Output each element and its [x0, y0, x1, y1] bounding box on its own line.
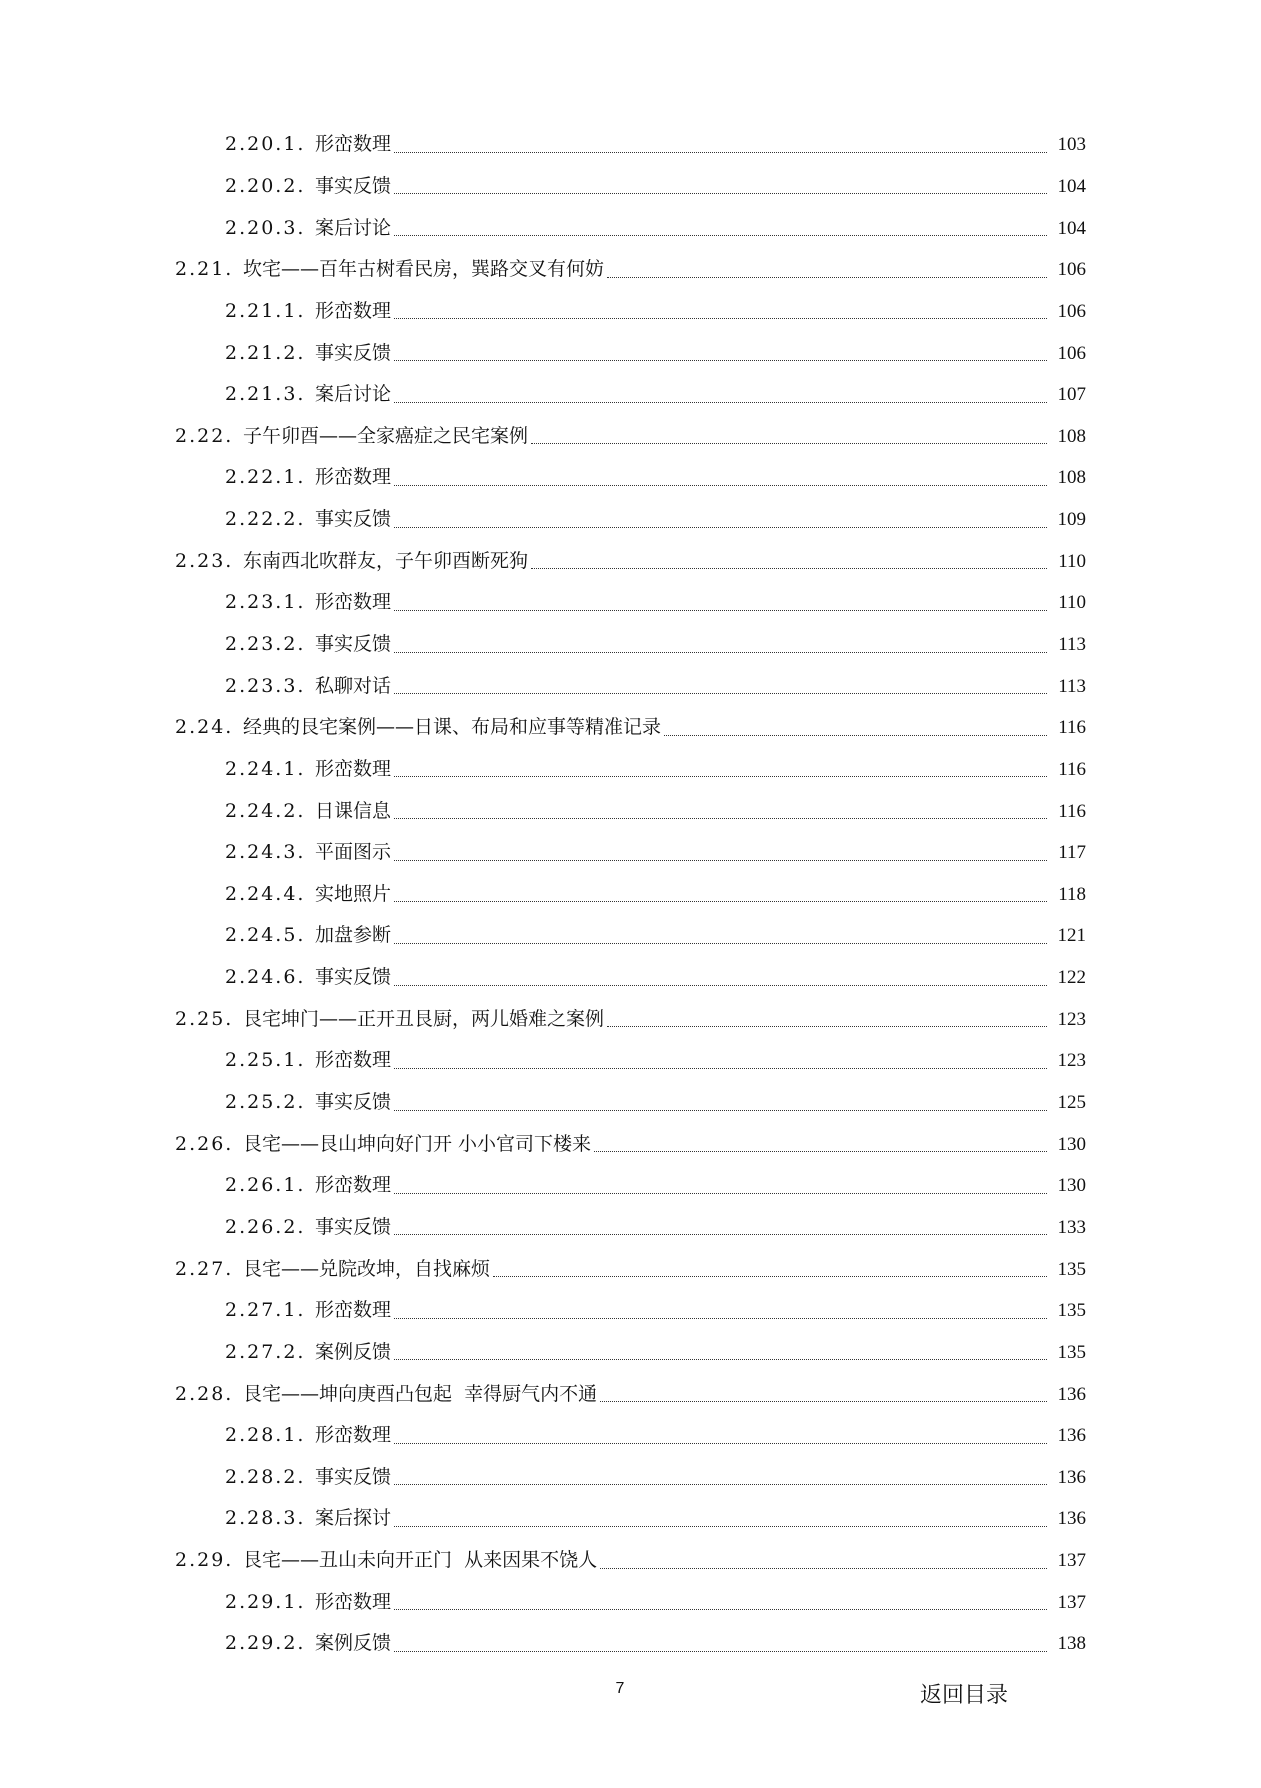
- toc-dot-leader: [394, 1483, 1047, 1485]
- toc-section-title: 事实反馈: [315, 341, 392, 364]
- toc-page-number: 133: [1057, 1216, 1086, 1238]
- toc-section-title: 事实反馈: [315, 1465, 392, 1488]
- toc-entry[interactable]: [0, 874, 1261, 916]
- toc-section-number: 2.21.1.: [225, 299, 306, 322]
- toc-section-title: 形峦数理: [315, 133, 392, 156]
- toc-dot-leader: [607, 1025, 1047, 1027]
- toc-dot-leader: [664, 734, 1047, 736]
- toc-page-number: 138: [1057, 1633, 1086, 1655]
- toc-section-number: 2.24.3.: [225, 841, 306, 864]
- toc-section-title: 事实反馈: [315, 1215, 392, 1238]
- toc-section-number: 2.26.: [175, 1132, 234, 1155]
- toc-dot-leader: [394, 192, 1047, 194]
- toc-section-number: 2.21.2.: [225, 341, 306, 364]
- toc-section-number: 2.24.1.: [225, 757, 306, 780]
- toc-page-number: 110: [1058, 592, 1086, 614]
- toc-section-number: 2.24.6.: [225, 966, 306, 989]
- toc-section-number: 2.28.1.: [225, 1424, 306, 1447]
- toc-section-title: 事实反馈: [315, 966, 392, 989]
- toc-page-number: 109: [1057, 509, 1086, 531]
- toc-section-number: 2.24.2.: [225, 799, 306, 822]
- toc-dot-leader: [394, 651, 1047, 653]
- toc-section-number: 2.28.: [175, 1382, 234, 1405]
- toc-entry[interactable]: [0, 1540, 1261, 1582]
- toc-entry[interactable]: [0, 915, 1261, 957]
- toc-entry[interactable]: [0, 832, 1261, 874]
- toc-page-number: 123: [1057, 1050, 1086, 1072]
- toc-section-number: 2.23.1.: [225, 591, 306, 614]
- toc-section-number: 2.24.: [175, 716, 234, 739]
- toc-section-title: 东南西北吹群友，子午卯酉断死狗: [243, 549, 529, 572]
- toc-entry[interactable]: [0, 582, 1261, 624]
- toc-page-number: 108: [1057, 425, 1086, 447]
- toc-dot-leader: [394, 317, 1047, 319]
- toc-dot-leader: [394, 1650, 1047, 1652]
- toc-page-number: 106: [1057, 300, 1086, 322]
- toc-entry[interactable]: [0, 499, 1261, 541]
- toc-section-number: 2.20.3.: [225, 216, 306, 239]
- toc-entry[interactable]: [0, 1581, 1261, 1623]
- toc-entry[interactable]: [0, 1457, 1261, 1499]
- toc-entry[interactable]: [0, 1498, 1261, 1540]
- back-to-contents-link[interactable]: 返回目录: [920, 1683, 1009, 1708]
- toc-entry[interactable]: [0, 1165, 1261, 1207]
- toc-page-number: 104: [1057, 217, 1086, 239]
- toc-section-title: 案例反馈: [315, 1632, 392, 1655]
- toc-dot-leader: [531, 442, 1047, 444]
- toc-page-number: 136: [1057, 1425, 1086, 1447]
- toc-page-number: 107: [1057, 384, 1086, 406]
- toc-dot-leader: [394, 775, 1047, 777]
- toc-dot-leader: [607, 276, 1047, 278]
- toc-entry[interactable]: [0, 291, 1261, 333]
- toc-entry[interactable]: [0, 207, 1261, 249]
- toc-dot-leader: [394, 401, 1047, 403]
- toc-entry[interactable]: [0, 540, 1261, 582]
- toc-entry[interactable]: [0, 374, 1261, 416]
- toc-section-title: 案后探讨: [315, 1507, 392, 1530]
- toc-entry[interactable]: [0, 1123, 1261, 1165]
- toc-section-number: 2.23.3.: [225, 674, 306, 697]
- toc-page-number: 130: [1057, 1175, 1086, 1197]
- toc-page-number: 136: [1057, 1466, 1086, 1488]
- toc-section-title: 事实反馈: [315, 508, 392, 531]
- toc-dot-leader: [394, 609, 1047, 611]
- toc-entry[interactable]: [0, 707, 1261, 749]
- toc-entry[interactable]: [0, 624, 1261, 666]
- toc-section-number: 2.21.3.: [225, 383, 306, 406]
- toc-dot-leader: [394, 526, 1047, 528]
- toc-entry[interactable]: [0, 957, 1261, 999]
- toc-section-number: 2.21.: [175, 258, 234, 281]
- toc-page-number: 136: [1057, 1383, 1086, 1405]
- toc-section-number: 2.27.2.: [225, 1340, 306, 1363]
- toc-dot-leader: [600, 1400, 1047, 1402]
- toc-section-title: 形峦数理: [315, 1424, 392, 1447]
- toc-section-title: 子午卯酉——全家癌症之民宅案例: [243, 424, 529, 447]
- toc-section-title: 平面图示: [315, 841, 392, 864]
- toc-section-title: 形峦数理: [315, 1049, 392, 1072]
- toc-section-number: 2.22.2.: [225, 508, 306, 531]
- toc-page-number: 135: [1057, 1258, 1086, 1280]
- toc-section-number: 2.25.: [175, 1007, 234, 1030]
- toc-section-number: 2.27.: [175, 1257, 234, 1280]
- toc-section-number: 2.20.1.: [225, 133, 306, 156]
- toc-entry[interactable]: [0, 332, 1261, 374]
- toc-page-number: 113: [1058, 634, 1086, 655]
- toc-section-number: 2.23.: [175, 549, 234, 572]
- toc-section-title: 案后讨论: [315, 383, 392, 406]
- toc-dot-leader: [394, 1233, 1047, 1235]
- toc-dot-leader: [594, 1150, 1047, 1152]
- toc-dot-leader: [394, 484, 1047, 486]
- toc-dot-leader: [394, 1442, 1047, 1444]
- toc-page-number: 121: [1057, 925, 1086, 947]
- toc-entry[interactable]: [0, 1248, 1261, 1290]
- toc-entry[interactable]: [0, 1040, 1261, 1082]
- toc-section-number: 2.25.2.: [225, 1091, 306, 1114]
- toc-dot-leader: [394, 984, 1047, 986]
- toc-section-title: 艮宅——兑院改坤，自找麻烦: [243, 1257, 491, 1280]
- toc-entry[interactable]: [0, 415, 1261, 457]
- toc-section-number: 2.22.1.: [225, 466, 306, 489]
- toc-section-title: 私聊对话: [315, 674, 392, 697]
- toc-page-number: 123: [1057, 1008, 1086, 1030]
- toc-entry[interactable]: [0, 1373, 1261, 1415]
- toc-dot-leader: [394, 1317, 1047, 1319]
- toc-dot-leader: [394, 1192, 1047, 1194]
- toc-dot-leader: [394, 1608, 1047, 1610]
- toc-section-title: 形峦数理: [315, 757, 392, 780]
- toc-section-title: 案例反馈: [315, 1340, 392, 1363]
- toc-section-number: 2.23.2.: [225, 633, 306, 655]
- toc-section-title: 实地照片: [315, 882, 392, 905]
- toc-section-title: 事实反馈: [315, 633, 392, 655]
- toc-entry[interactable]: [0, 665, 1261, 707]
- toc-section-title: 形峦数理: [315, 299, 392, 322]
- toc-section-number: 2.20.2.: [225, 174, 306, 197]
- toc-entry[interactable]: [0, 457, 1261, 499]
- toc-section-title: 形峦数理: [315, 1590, 392, 1613]
- toc-page-number: 122: [1057, 967, 1086, 989]
- toc-dot-leader: [394, 859, 1047, 861]
- toc-entry[interactable]: [0, 1082, 1261, 1124]
- table-of-contents: [0, 124, 1261, 1665]
- toc-page-number: 118: [1058, 883, 1086, 905]
- toc-page-number: 117: [1058, 842, 1086, 864]
- toc-section-number: 2.28.2.: [225, 1465, 306, 1488]
- toc-page-number: 106: [1057, 342, 1086, 364]
- toc-page-number: 116: [1058, 717, 1086, 739]
- toc-entry[interactable]: [0, 790, 1261, 832]
- toc-dot-leader: [394, 234, 1047, 236]
- toc-section-title: 事实反馈: [315, 1091, 392, 1114]
- toc-dot-leader: [394, 692, 1047, 694]
- toc-entry[interactable]: [0, 1290, 1261, 1332]
- toc-section-title: 艮宅——艮山坤向好门开 小小官司下楼来: [243, 1132, 592, 1155]
- toc-page-number: 103: [1057, 134, 1086, 156]
- toc-section-title: 形峦数理: [315, 591, 392, 614]
- toc-page-number: 110: [1058, 550, 1086, 572]
- toc-entry[interactable]: [0, 166, 1261, 208]
- toc-dot-leader: [394, 359, 1047, 361]
- toc-dot-leader: [531, 567, 1047, 569]
- toc-section-number: 2.25.1.: [225, 1049, 306, 1072]
- toc-section-title: 案后讨论: [315, 216, 392, 239]
- toc-dot-leader: [394, 1109, 1047, 1111]
- toc-dot-leader: [394, 151, 1047, 153]
- toc-dot-leader: [394, 1358, 1047, 1360]
- toc-section-number: 2.26.2.: [225, 1215, 306, 1238]
- toc-section-number: 2.24.4.: [225, 882, 306, 905]
- toc-entry[interactable]: [0, 249, 1261, 291]
- toc-dot-leader: [493, 1275, 1047, 1277]
- toc-page-number: 106: [1057, 259, 1086, 281]
- toc-section-number: 2.29.1.: [225, 1590, 306, 1613]
- toc-page-number: 136: [1057, 1508, 1086, 1530]
- toc-page-number: 116: [1058, 758, 1086, 780]
- toc-page-number: 137: [1057, 1550, 1086, 1572]
- toc-section-number: 2.22.: [175, 424, 234, 447]
- toc-section-number: 2.28.3.: [225, 1507, 306, 1530]
- page-number: 7: [615, 1680, 625, 1697]
- toc-dot-leader: [394, 942, 1047, 944]
- toc-section-title: 加盘参断: [315, 924, 392, 947]
- toc-page-number: 125: [1057, 1092, 1086, 1114]
- toc-page-number: 108: [1057, 467, 1086, 489]
- toc-entry[interactable]: [0, 998, 1261, 1040]
- toc-section-title: 艮宅——坤向庚酉凸包起 幸得厨气内不通: [243, 1382, 598, 1405]
- toc-section-number: 2.26.1.: [225, 1174, 306, 1197]
- toc-dot-leader: [394, 817, 1047, 819]
- toc-entry[interactable]: [0, 124, 1261, 166]
- toc-page-number: 135: [1057, 1341, 1086, 1363]
- toc-section-title: 形峦数理: [315, 1174, 392, 1197]
- toc-section-title: 形峦数理: [315, 466, 392, 489]
- toc-entry[interactable]: [0, 1415, 1261, 1457]
- toc-section-title: 形峦数理: [315, 1299, 392, 1322]
- toc-dot-leader: [394, 1067, 1047, 1069]
- toc-dot-leader: [394, 1525, 1047, 1527]
- toc-dot-leader: [394, 900, 1047, 902]
- toc-section-number: 2.29.: [175, 1549, 234, 1572]
- toc-section-title: 日课信息: [315, 799, 392, 822]
- toc-page-number: 130: [1057, 1133, 1086, 1155]
- toc-entry[interactable]: [0, 1207, 1261, 1249]
- toc-entry[interactable]: [0, 1332, 1261, 1374]
- toc-dot-leader: [600, 1567, 1047, 1569]
- toc-section-title: 经典的艮宅案例——日课、布局和应事等精准记录: [243, 716, 662, 739]
- toc-section-number: 2.29.2.: [225, 1632, 306, 1655]
- toc-section-title: 坎宅——百年古树看民房，巽路交叉有何妨: [243, 258, 605, 281]
- toc-page-number: 137: [1057, 1591, 1086, 1613]
- toc-section-number: 2.24.5.: [225, 924, 306, 947]
- toc-section-title: 事实反馈: [315, 174, 392, 197]
- toc-section-number: 2.27.1.: [225, 1299, 306, 1322]
- toc-page-number: 135: [1057, 1300, 1086, 1322]
- toc-page-number: 104: [1057, 175, 1086, 197]
- toc-section-title: 艮宅坤门——正开丑艮厨，两儿婚难之案例: [243, 1007, 605, 1030]
- toc-page-number: 113: [1058, 675, 1086, 697]
- toc-entry[interactable]: [0, 1623, 1261, 1665]
- toc-entry[interactable]: [0, 749, 1261, 791]
- toc-page-number: 116: [1058, 800, 1086, 822]
- toc-section-title: 艮宅——丑山未向开正门 从来因果不饶人: [243, 1549, 598, 1572]
